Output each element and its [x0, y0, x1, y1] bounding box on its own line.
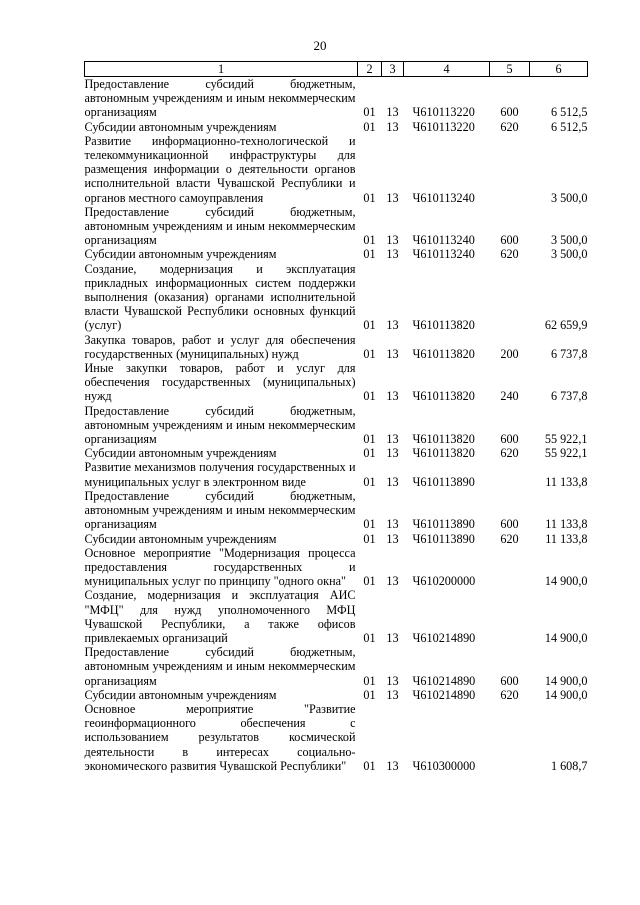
table-row [85, 645, 588, 688]
table-row [85, 588, 588, 645]
row-expense-type [490, 262, 530, 333]
row-target-code: Ч610113820 [412, 318, 475, 333]
row-target-code: Ч610113890 [412, 517, 475, 532]
row-name: Предоставление субсидий бюджетным, автономным учреждениям и иным некоммерческим организациям [84, 77, 356, 120]
row-expense-type [490, 588, 530, 645]
row-target-code: Ч610113890 [412, 531, 475, 546]
row-name: Субсидии автономным учреждениям [84, 446, 277, 461]
row-section-code: 01 [363, 190, 376, 205]
row-amount: 6 737,8 [550, 346, 588, 361]
row-expense-type: 620 [500, 687, 519, 702]
row-amount: 55 922,1 [544, 432, 588, 447]
budget-table [84, 61, 588, 773]
row-expense-type [490, 460, 530, 488]
row-expense-type: 600 [500, 673, 519, 688]
table-row [85, 361, 588, 404]
row-subsection-code: 13 [386, 687, 399, 702]
row-target-code: Ч610113820 [412, 432, 475, 447]
row-subsection-code: 13 [386, 474, 399, 489]
table-row [85, 120, 588, 134]
row-target-code: Ч610200000 [412, 574, 476, 589]
row-subsection-code: 13 [386, 318, 399, 333]
row-expense-type: 240 [500, 389, 519, 404]
table-row [85, 546, 588, 589]
row-section-code: 01 [363, 474, 376, 489]
column-header-6: 6 [530, 62, 588, 77]
row-section-code: 01 [363, 531, 376, 546]
row-amount: 11 133,8 [545, 474, 588, 489]
row-target-code: Ч610214890 [412, 687, 476, 702]
row-expense-type: 200 [500, 346, 519, 361]
column-header-5: 5 [490, 62, 530, 77]
row-amount: 3 500,0 [550, 247, 588, 262]
table-row [85, 247, 588, 261]
row-section-code: 01 [363, 758, 376, 773]
row-section-code: 01 [363, 105, 376, 120]
row-target-code: Ч610113820 [412, 389, 475, 404]
row-section-code: 01 [363, 247, 376, 262]
row-target-code: Ч610113220 [412, 119, 475, 134]
table-row [85, 333, 588, 361]
row-amount: 11 133,8 [545, 531, 588, 546]
row-section-code: 01 [363, 119, 376, 134]
table-row [85, 688, 588, 702]
row-section-code: 01 [363, 446, 376, 461]
column-header-3: 3 [382, 62, 404, 77]
table-row [85, 489, 588, 532]
row-section-code: 01 [363, 517, 376, 532]
row-subsection-code: 13 [386, 190, 399, 205]
row-amount: 11 133,8 [545, 517, 588, 532]
row-subsection-code: 13 [386, 531, 399, 546]
column-header-1: 1 [85, 62, 358, 77]
table-row [85, 446, 588, 460]
row-name: Основное мероприятие "Модернизация процесса предоставления государственных и муниципальных услуг по принципу "одного окна" [84, 545, 356, 589]
row-expense-type [490, 134, 530, 205]
row-amount: 14 900,0 [544, 687, 588, 702]
table-row [85, 134, 588, 205]
row-subsection-code: 13 [386, 432, 399, 447]
row-expense-type: 600 [500, 517, 519, 532]
row-expense-type [490, 702, 530, 773]
row-section-code: 01 [363, 574, 376, 589]
row-name: Предоставление субсидий бюджетным, автономным учреждениям и иным некоммерческим организациям [84, 488, 356, 532]
row-amount: 14 900,0 [544, 630, 588, 645]
table-row [85, 404, 588, 447]
row-section-code: 01 [363, 673, 376, 688]
row-section-code: 01 [363, 432, 376, 447]
column-header-2: 2 [358, 62, 382, 77]
row-name: Закупка товаров, работ и услуг для обеспечения государственных (муниципальных) нужд [84, 332, 356, 361]
row-subsection-code: 13 [386, 673, 399, 688]
row-subsection-code: 13 [386, 630, 399, 645]
row-name: Предоставление субсидий бюджетным, автономным учреждениям и иным некоммерческим организациям [84, 403, 356, 447]
row-target-code: Ч610113890 [412, 474, 475, 489]
row-expense-type [490, 546, 530, 589]
table-row [85, 532, 588, 546]
row-name: Создание, модернизация и эксплуатация АИС "МФЦ" для нужд уполномоченного МФЦ Чувашской Республики, а также офисов привлекаемых организаций [84, 588, 356, 645]
row-target-code: Ч610113240 [412, 247, 475, 262]
row-target-code: Ч610113820 [412, 446, 475, 461]
table-row [85, 205, 588, 248]
row-amount: 6 512,5 [550, 119, 588, 134]
row-name: Предоставление субсидий бюджетным, автономным учреждениям и иным некоммерческим организациям [84, 645, 356, 688]
row-amount: 3 500,0 [550, 233, 588, 248]
row-section-code: 01 [363, 389, 376, 404]
row-section-code: 01 [363, 630, 376, 645]
row-subsection-code: 13 [386, 105, 399, 120]
row-expense-type: 620 [500, 247, 519, 262]
row-target-code: Ч610300000 [412, 758, 476, 773]
row-name: Создание, модернизация и эксплуатация прикладных информационных систем поддержки выполнения (оказания) органами исполнительной власти Чувашской Республики основных функций (услуг) [84, 261, 356, 333]
row-subsection-code: 13 [386, 758, 399, 773]
row-expense-type: 600 [500, 233, 519, 248]
row-section-code: 01 [363, 233, 376, 248]
row-amount: 14 900,0 [544, 574, 588, 589]
row-subsection-code: 13 [386, 446, 399, 461]
row-amount: 6 512,5 [550, 105, 588, 120]
row-name: Иные закупки товаров, работ и услуг для обеспечения государственных (муниципальных) нужд [84, 361, 356, 404]
row-amount: 55 922,1 [544, 446, 588, 461]
row-section-code: 01 [363, 687, 376, 702]
page-number: 20 [313, 38, 327, 53]
row-subsection-code: 13 [386, 346, 399, 361]
row-name: Развитие информационно-технологической и телекоммуникационной инфраструктуры для размещения информации о деятельности органов исполнительной власти Чувашской Республики и органов местного самоуправления [84, 133, 356, 205]
row-subsection-code: 13 [386, 233, 399, 248]
row-target-code: Ч610113820 [412, 346, 475, 361]
row-expense-type: 620 [500, 446, 519, 461]
table-row [85, 702, 588, 773]
row-name: Субсидии автономным учреждениям [84, 119, 277, 134]
row-subsection-code: 13 [386, 517, 399, 532]
row-expense-type: 600 [500, 105, 519, 120]
row-section-code: 01 [363, 318, 376, 333]
row-subsection-code: 13 [386, 574, 399, 589]
row-section-code: 01 [363, 346, 376, 361]
row-amount: 1 608,7 [550, 758, 588, 773]
row-target-code: Ч610113220 [412, 105, 475, 120]
row-target-code: Ч610214890 [412, 673, 476, 688]
table-row [85, 262, 588, 333]
row-subsection-code: 13 [386, 389, 399, 404]
row-target-code: Ч610214890 [412, 630, 476, 645]
row-name: Субсидии автономным учреждениям [84, 531, 277, 546]
row-target-code: Ч610113240 [412, 233, 475, 248]
row-name: Развитие механизмов получения государственных и муниципальных услуг в электронном виде [84, 460, 356, 489]
row-name: Субсидии автономным учреждениям [84, 687, 277, 702]
row-subsection-code: 13 [386, 119, 399, 134]
row-target-code: Ч610113240 [412, 190, 475, 205]
row-expense-type: 620 [500, 119, 519, 134]
row-amount: 14 900,0 [544, 673, 588, 688]
row-name: Основное мероприятие "Развитие геоинформационного обеспечения с использованием результатов космической деятельности в интересах социально-экономического развития Чувашской Республики" [84, 701, 356, 773]
row-expense-type: 600 [500, 432, 519, 447]
column-header-4: 4 [404, 62, 490, 77]
row-expense-type: 620 [500, 531, 519, 546]
table-header-row [85, 62, 588, 77]
row-name: Субсидии автономным учреждениям [84, 247, 277, 262]
row-amount: 6 737,8 [550, 389, 588, 404]
table-row [85, 77, 588, 120]
row-subsection-code: 13 [386, 247, 399, 262]
row-amount: 62 659,9 [544, 318, 588, 333]
row-amount: 3 500,0 [550, 190, 588, 205]
table-row [85, 460, 588, 488]
row-name: Предоставление субсидий бюджетным, автономным учреждениям и иным некоммерческим организациям [84, 204, 356, 248]
